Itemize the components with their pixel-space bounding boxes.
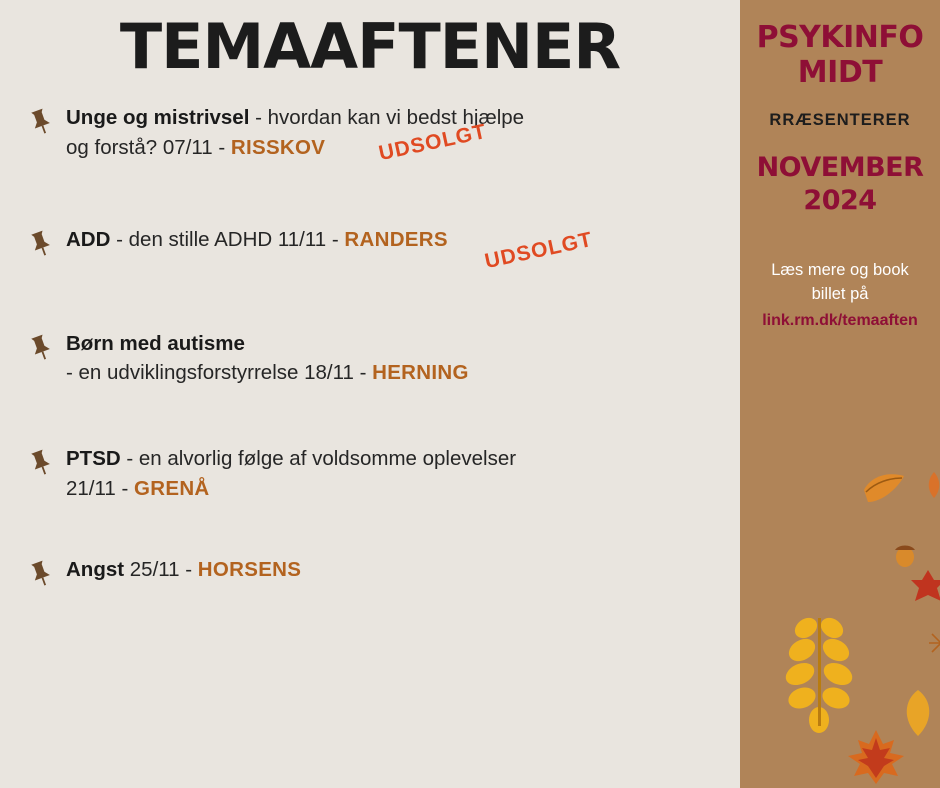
list-item[interactable] [26, 329, 730, 388]
pushpin-icon [26, 103, 66, 137]
fern-leaf-icon [776, 612, 868, 739]
event-description: 25/11 - [124, 558, 198, 582]
brand-line-2: MIDT [797, 55, 883, 91]
event-text [66, 329, 469, 388]
event-title: Børn med autisme [66, 331, 245, 355]
event-title: PTSD [66, 446, 121, 470]
event-description: - en alvorlig følge af voldsomme oplevelser [120, 446, 517, 470]
event-title: Angst [66, 558, 125, 582]
event-title: ADD [66, 227, 111, 251]
presents-label: RRÆSENTERER [769, 110, 911, 129]
booking-block [740, 258, 940, 334]
event-city: RANDERS [344, 227, 448, 251]
list-item[interactable] [26, 103, 730, 166]
pushpin-icon [26, 444, 66, 478]
event-line2: og forstå? 07/11 - [66, 135, 231, 159]
event-description: - hvordan kan vi bedst hjælpe [249, 106, 525, 130]
pushpin-icon [26, 555, 66, 589]
booking-line-2: billet på [811, 285, 869, 304]
pushpin-icon [26, 329, 66, 363]
event-text [66, 225, 448, 255]
event-city: HORSENS [197, 558, 302, 582]
leaf-icon [862, 470, 906, 511]
sidebar [740, 0, 940, 788]
event-city: GRENÅ [134, 476, 210, 500]
maple-leaf-icon [846, 728, 906, 788]
event-list [0, 103, 740, 601]
event-city: RISSKOV [230, 135, 326, 159]
event-description: - den stille ADHD 11/11 - [110, 227, 345, 251]
list-item[interactable] [26, 225, 730, 271]
status-badge: UDSOLGT [376, 119, 489, 166]
status-badge: UDSOLGT [482, 227, 595, 273]
event-text [66, 444, 516, 503]
brand-block [740, 0, 940, 91]
event-title: Unge og mistrivsel [66, 106, 250, 130]
year-label: 2024 [803, 184, 877, 216]
list-item[interactable] [26, 555, 730, 601]
seed-icon [928, 630, 940, 661]
event-text [66, 555, 301, 585]
pushpin-icon [26, 225, 66, 259]
leaf-icon [925, 472, 940, 503]
page-title: TEMAAFTENER [119, 10, 621, 83]
month-label: NOVEMBER [756, 151, 924, 183]
booking-link[interactable]: link.rm.dk/temaaften [762, 312, 918, 330]
leaf-icon [908, 568, 940, 613]
brand-line-1: PSYKINFO [756, 20, 924, 55]
list-item[interactable] [26, 444, 730, 503]
event-city: HERNING [372, 361, 469, 385]
event-line2: - en udviklingsforstyrrelse 18/11 - [66, 361, 373, 385]
event-line2: 21/11 - [66, 476, 134, 500]
booking-line-1: Læs mere og book [771, 260, 909, 279]
